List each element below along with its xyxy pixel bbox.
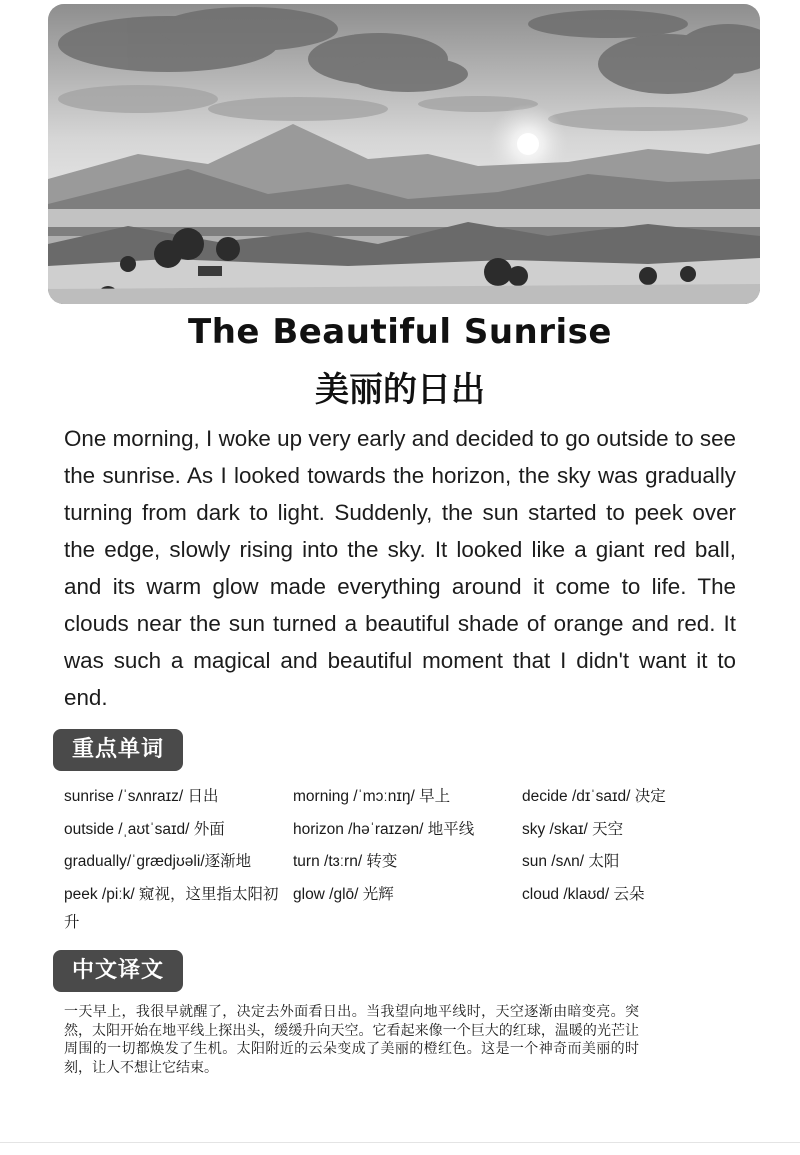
title-english: The Beautiful Sunrise <box>188 312 612 352</box>
title-chinese: 美丽的日出 <box>315 370 485 410</box>
vocab-item: sky /skaɪ/ 天空 <box>522 820 624 838</box>
vocabulary-label: 重点单词 <box>53 729 183 771</box>
vocab-item: peek /piːk/ 窥视，这里指太阳初升 <box>64 885 279 931</box>
vocab-item: morning /ˈmɔːnɪŋ/ 早上 <box>293 788 451 805</box>
vocab-item: gradually/ˈgrædjʊəli/逐渐地 <box>64 853 252 870</box>
vocab-item: sun /sʌn/ 太阳 <box>522 853 620 870</box>
translation-label: 中文译文 <box>53 950 183 992</box>
page-divider <box>0 1142 800 1143</box>
vocab-item: outside /ˌaʊtˈsaɪd/ 外面 <box>64 820 225 838</box>
vocab-item: cloud /klaʊd/ 云朵 <box>522 885 645 903</box>
story-passage: One morning, I woke up very early and decided to go outside to see the sunrise. As I looked towards the horizon, the sky was gradually turning from dark to light. Suddenly, the sun started to peek over the edge, slowly rising into the sky. It looked like a giant red ball, and its warm glow made everything around it come to life. The clouds near the sun turned a beautiful shade of orange and red. It was such a magical and beautiful moment that I didn't want it to end. <box>64 426 736 710</box>
vocab-item: turn /tɜːrn/ 转变 <box>293 853 398 870</box>
vocab-item: sunrise /ˈsʌnraɪz/ 日出 <box>64 788 219 805</box>
mountain-landscape-image <box>48 4 760 304</box>
vocab-item: glow /glō/ 光辉 <box>293 885 394 903</box>
vocabulary-list <box>64 783 754 938</box>
vocab-item: horizon /həˈraɪzən/ 地平线 <box>293 820 475 838</box>
sunrise-illustration <box>48 4 760 304</box>
vocab-item: decide /dɪˈsaɪd/ 决定 <box>522 788 666 805</box>
chinese-translation: 一天早上，我很早就醒了，决定去外面看日出。当我望向地平线时，天空逐渐由暗变亮。突然，太阳开始在地平线上探出头，缓缓升向天空。它看起来像一个巨大的红球，温暖的光芒让周围的一切都焕发了生机。太阳附近的云朵变成了美丽的橙红色。这是一个神奇而美丽的时刻，让人不想让它结束。 <box>64 1004 639 1076</box>
